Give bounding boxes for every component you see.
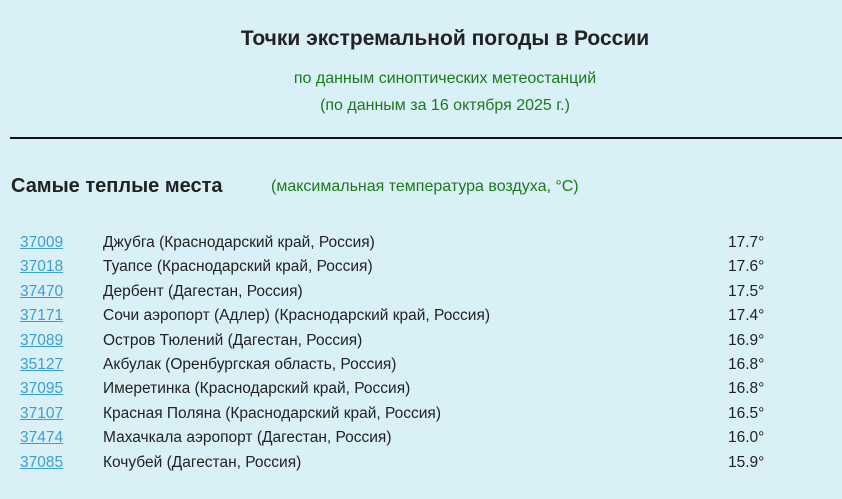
table-row — [0, 380, 842, 404]
station-code-link[interactable]: 37470 — [20, 282, 64, 300]
station-place: Остров Тюлений (Дагестан, Россия) — [103, 331, 363, 349]
table-row — [0, 356, 842, 380]
station-place: Махачкала аэропорт (Дагестан, Россия) — [103, 429, 392, 447]
table-row — [0, 332, 842, 356]
weather-table — [0, 234, 842, 478]
temperature-value: 16.5° — [728, 404, 765, 422]
station-code-link[interactable]: 37095 — [20, 380, 64, 398]
station-place: Туапсе (Краснодарский край, Россия) — [103, 258, 373, 276]
page-subtitle-source: по данным синоптических метеостанций — [293, 70, 597, 87]
station-place: Имеретинка (Краснодарский край, Россия) — [103, 380, 411, 398]
temperature-value: 17.6° — [728, 258, 765, 276]
table-row — [0, 405, 842, 429]
temperature-value: 16.9° — [728, 331, 765, 349]
table-row — [0, 283, 842, 307]
station-place: Сочи аэропорт (Адлер) (Краснодарский край, Россия) — [103, 307, 491, 325]
temperature-value: 17.5° — [728, 282, 765, 300]
station-code-link[interactable]: 37107 — [20, 404, 64, 422]
station-code-link[interactable]: 37085 — [20, 453, 64, 471]
header-divider — [10, 137, 842, 139]
table-row — [0, 454, 842, 478]
page-subtitle-date: (по данным за 16 октября 2025 г.) — [320, 97, 570, 114]
station-code-link[interactable]: 37171 — [20, 307, 64, 325]
station-place: Кочубей (Дагестан, Россия) — [103, 453, 302, 471]
station-code-link[interactable]: 35127 — [20, 355, 64, 373]
page-title: Точки экстремальной погоды в России — [240, 27, 650, 50]
station-code-link[interactable]: 37018 — [20, 258, 64, 276]
table-row — [0, 258, 842, 282]
station-place: Красная Поляна (Краснодарский край, Россия) — [103, 404, 441, 422]
station-code-link[interactable]: 37089 — [20, 331, 64, 349]
table-row — [0, 429, 842, 453]
temperature-value: 15.9° — [728, 453, 765, 471]
temperature-value: 16.0° — [728, 429, 765, 447]
station-place: Акбулак (Оренбургская область, Россия) — [103, 355, 397, 373]
station-place: Дербент (Дагестан, Россия) — [103, 282, 303, 300]
table-row — [0, 234, 842, 258]
section-note: (максимальная температура воздуха, °C) — [271, 178, 579, 195]
station-code-link[interactable]: 37009 — [20, 234, 64, 251]
temperature-value: 17.7° — [728, 234, 765, 251]
temperature-value: 16.8° — [728, 380, 765, 398]
temperature-value: 17.4° — [728, 307, 765, 325]
section-title: Самые теплые места — [11, 175, 223, 197]
table-row — [0, 307, 842, 331]
station-place: Джубга (Краснодарский край, Россия) — [103, 234, 375, 251]
station-code-link[interactable]: 37474 — [20, 429, 64, 447]
temperature-value: 16.8° — [728, 355, 765, 373]
